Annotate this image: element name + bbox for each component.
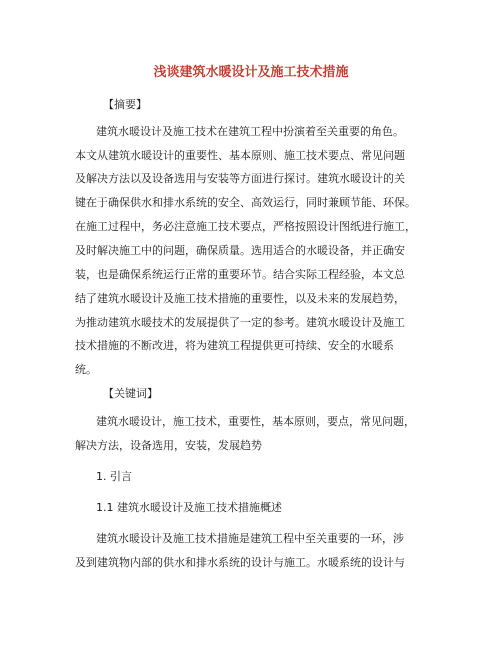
subsection-heading: 1.1 建筑水暖设计及施工技术措施概述 (96, 501, 282, 514)
abstract-line: 及时解决施工中的问题，确保质量。选用适合的水暖设备，并正确安 (75, 244, 405, 257)
abstract-line: 键在于确保供水和排水系统的安全、高效运行，同时兼顾节能、环保。 (75, 196, 416, 209)
abstract-line: 建筑水暖设计及施工技术在建筑工程中扮演着至关重要的角色。 (96, 125, 404, 138)
keywords-heading: 【关键词】 (103, 387, 158, 400)
body-line: 及到建筑物内部的供水和排水系统的设计与施工。水暖系统的设计与 (75, 556, 405, 569)
abstract-line: 结了建筑水暖设计及施工技术措施的重要性，以及未来的发展趋势， (75, 292, 405, 305)
abstract-line: 装，也是确保系统运行正常的重要环节。结合实际工程经验，本文总 (75, 268, 405, 281)
body-line: 建筑水暖设计及施工技术措施是建筑工程中至关重要的一环，涉 (96, 532, 404, 545)
abstract-line: 本文从建筑水暖设计的重要性、基本原则、施工技术要点、常见问题 (75, 149, 405, 162)
abstract-line: 在施工过程中，务必注意施工技术要点，严格按照设计图纸进行施工， (75, 220, 416, 233)
abstract-line: 及解决方法以及设备选用与安装等方面进行探讨。建筑水暖设计的关 (75, 172, 405, 185)
keywords-line: 解决方法，设备选用，安装，发展趋势 (75, 439, 262, 452)
section-heading: 1. 引言 (96, 470, 132, 483)
abstract-line: 统。 (75, 363, 97, 376)
document-title: 浅谈建筑水暖设计及施工技术措施 (153, 65, 349, 80)
keywords-line: 建筑水暖设计，施工技术，重要性，基本原则，要点，常见问题， (96, 415, 415, 428)
abstract-heading: 【摘要】 (103, 98, 147, 111)
abstract-line: 技术措施的不断改进，将为建筑工程提供更可持续、安全的水暖系 (75, 339, 394, 352)
abstract-line: 为推动建筑水暖技术的发展提供了一定的参考。建筑水暖设计及施工 (75, 316, 405, 329)
